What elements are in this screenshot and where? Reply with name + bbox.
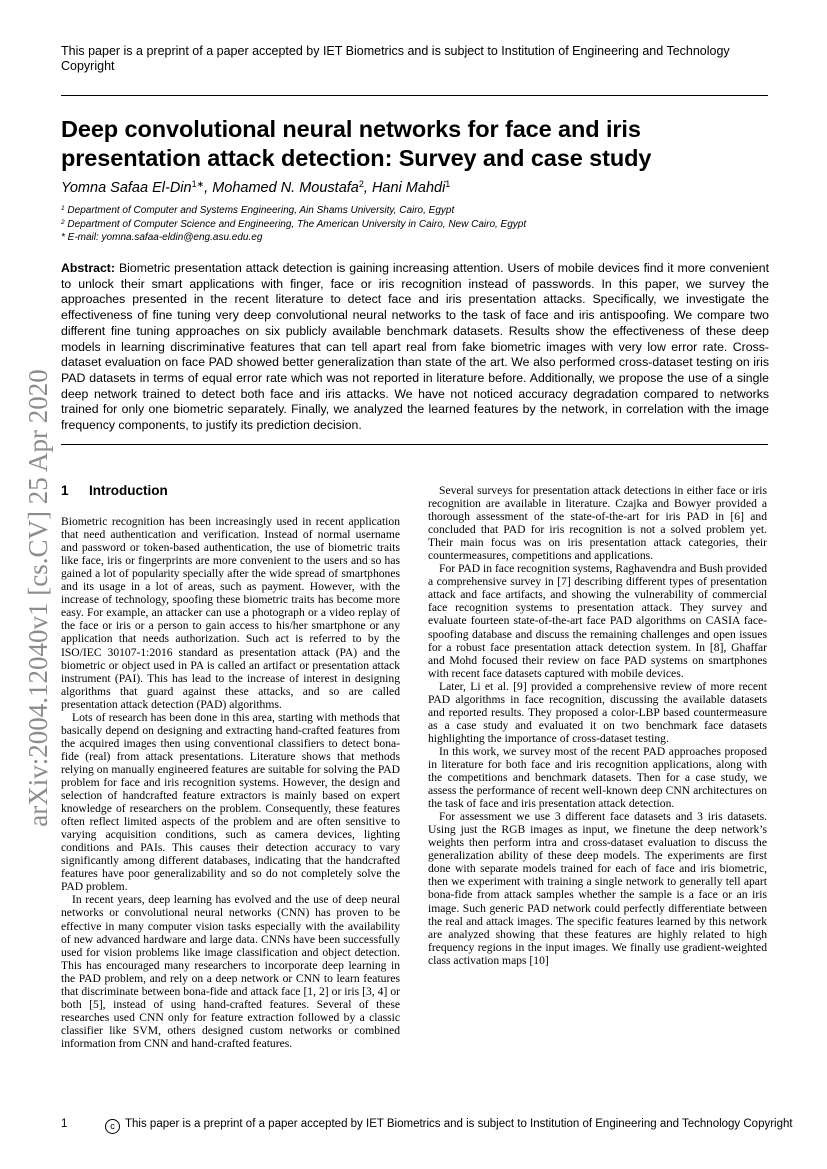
paper-title: Deep convolutional neural networks for face and iris presentation attack detection: Survey and case study	[61, 116, 652, 171]
abstract-rule	[61, 444, 768, 445]
body-paragraph: Several surveys for presentation attack detections in either face or iris recognition are available in literature. Czajka and Bowyer provided a thorough assessment of the state-of-the-art for iris PAD in [6] and concluded that PAD for iris recognition is not a solved problem yet. Their main focus was on iris presentation attack categories, their countermeasures, competitions and applications.	[428, 484, 767, 563]
affiliation-line	[61, 204, 773, 218]
page-number: 1	[61, 1118, 68, 1130]
section-number: 1	[61, 483, 69, 498]
preprint-header: This paper is a preprint of a paper accepted by IET Biometrics and is subject to Institution of Engineering and Technology Copyright	[61, 44, 730, 73]
footer-notice	[105, 1118, 793, 1134]
author-name: Hani Mahdi	[371, 180, 446, 196]
footer-notice-text: This paper is a preprint of a paper accepted by IET Biometrics and is subject to Institution of Engineering and Technology Copyright	[125, 1118, 793, 1130]
arxiv-identifier: arXiv:2004.12040v1 [cs.CV] 25 Apr 2020	[23, 369, 53, 827]
body-column-right	[428, 484, 767, 967]
body-paragraph: For assessment we use 3 different face datasets and 3 iris datasets. Using just the RGB images as input, we finetune the deep network’s weights then perform intra and cross-dataset evaluation to discuss the generalization ability of these deep models. The experiments are first done with separate models trained for each of face and iris biometric, then we experiment with training a single network to generally tell apart bona-fide from attack samples whether the sample is a face or an iris image. Such generic PAD network could perfectly differentiate between the real and attack images. The specific features learned by this network are analyzed showing that these features are highly related to high frequency regions in the input images. We finally use gradient-weighted class activation maps [10]	[428, 810, 767, 967]
affiliation-text: Department of Computer and Systems Engineering, Ain Shams University, Cairo, Egypt	[67, 205, 455, 216]
copyright-icon: c	[105, 1119, 120, 1134]
body-paragraph: In this work, we survey most of the recent PAD approaches proposed in literature for both face and iris recognition applications, along with the competitions and benchmark datasets. Then for a case study, we assess the performance of recent well-known deep CNN architectures on the task of face and iris presentation attack detection.	[428, 744, 767, 811]
author-list: Yomna Safaa El-Din$^{1∗}$, Mohamed N. Moustafa$^2$, Hani Mahdi$^1$	[61, 179, 451, 196]
abstract	[61, 261, 769, 434]
author-mark: 1∗	[191, 179, 205, 189]
body-paragraph: Later, Li et al. [9] provided a comprehensive review of more recent PAD algorithms in face recognition, discussing the available datasets and reported results. They proposed a color-LBP based countermeasure as a case study and evaluated it on two benchmark face datasets highlighting the importance of cross-dataset testing.	[428, 679, 767, 745]
body-paragraph: In recent years, deep learning has evolved and the use of deep neural networks or convolutional neural networks (CNN) has proven to be effective in many computer vision tasks especially with the availability of new advanced hardware and large data. CNNs have been successfully used for vision problems like image classification and object detection. This has encouraged many researchers to incorporate deep learning in the PAD problem, and rely on a deep network or CNN to learn features that discriminate between bona-fide and attack face [1, 2] or iris [3, 4] or both [5], instead of using hand-crafted features. Several of these researches used CNN only for feature extraction followed by a classic classifier like SVM, others designed custom networks or combined information from CNN and hand-crafted features.	[61, 893, 400, 1050]
affiliation-line	[61, 218, 773, 232]
abstract-label: Abstract:	[61, 261, 115, 275]
body-paragraph: For PAD in face recognition systems, Raghavendra and Bush provided a comprehensive survey in [7] describing different types of presentation attack and face artifacts, and showing the vulnerability of commercial face recognition systems to presentation attack. They survey and evaluate fourteen state-of-the-art face PAD algorithms on CASIA face-spoofing database and discuss the remaining challenges and open issues for a robust face presentation attack detection system. In [8], Ghaffar and Mohd focused their review on face PAD systems on smartphones with recent face datasets captured with mobile devices.	[428, 562, 768, 680]
body-column-left	[61, 484, 400, 1050]
author-mark: 2	[358, 179, 364, 189]
email-line: * E-mail: yomna.safaa-eldin@eng.asu.edu.eg	[61, 232, 263, 243]
author-name: Yomna Safaa El-Din	[61, 180, 192, 196]
section-heading	[61, 484, 400, 497]
section-title: Introduction	[89, 483, 168, 498]
author-mark: 1	[445, 179, 451, 189]
affiliations	[61, 204, 773, 245]
body-paragraph: Biometric recognition has been increasingly used in recent application that need authentication and verification. Instead of normal username and password or token-based authentication, the use of biometric traits like face, iris or fingerprints are more convenient to the users and so has gained a lot of popularity specially after the wide spread of smartphones and its usage in a lot of areas, such as payment. However, with the increase of technology, spoofing these biometric traits has become more easy. For example, an attacker can use a photograph or a video replay of the face or iris or a person to gain access to his/her smartphone or any application that needs authorization. Such act is referred to by the ISO/IEC 30107-1:2016 standard as presentation attack (PA) and the biometric or object used in PA is called an artifact or presentation attack instrument (PAI). This has lead to the increase of interest in designing algorithms that guard against these attacks, and so are called presentation attack detection (PAD) algorithms.	[61, 515, 400, 711]
author-name: Mohamed N. Moustafa	[212, 180, 359, 196]
body-paragraph: Lots of research has been done in this area, starting with methods that basically depend on designing and extracting hand-crafted features from the acquired images then using conventional classifiers to detect bona-fide (real) from attack presentations. Literature shows that methods relying on manually engineered features are suitable for solving the PAD problem for face and iris recognition systems. However, the design and selection of handcrafted feature extractors is mainly based on expert knowledge of researchers on the problem. Consequently, these features often reflect limited aspects of the problem and are often sensitive to varying acquisition conditions, such as camera devices, lighting conditions and PAIs. This causes their detection accuracy to vary significantly among different databases, indicating that the handcrafted features have poor generalizability and so do not completely solve the PAD problem.	[61, 710, 400, 894]
abstract-text: Biometric presentation attack detection is gaining increasing attention. Users of mobile devices find it more convenient to unlock their smart applications with finger, face or iris recognition instead of passwords. In this paper, we survey the approaches presented in the recent literature to detect face and iris presentation attacks. Specifically, we investigate the effectiveness of fine tuning very deep convolutional neural networks to the task of face and iris antispoofing. We compare two different fine tuning approaches on six publicly available benchmark datasets. Results show the effectiveness of these deep models in learning discriminative features that can tell apart real from fake biometric images with very low error rate. Cross-dataset evaluation on face PAD showed better generalization than state of the art. We also performed cross-dataset testing on iris PAD datasets in terms of equal error rate which was not reported in literature before. Additionally, we propose the use of a single deep network trained to detect both face and iris attacks. We have not noticed accuracy degradation compared to networks trained for only one biometric separately. Finally, we analyzed the learned features by the network, in correlation with the image frequency components, to justify its prediction decision.	[61, 261, 769, 433]
header-rule	[61, 95, 768, 96]
affiliation-mark: 1	[61, 205, 65, 212]
affiliation-mark: 2	[61, 218, 65, 226]
affiliation-text: Department of Computer Science and Engineering, The American University in Cairo, New Cairo, Egypt	[67, 218, 527, 230]
